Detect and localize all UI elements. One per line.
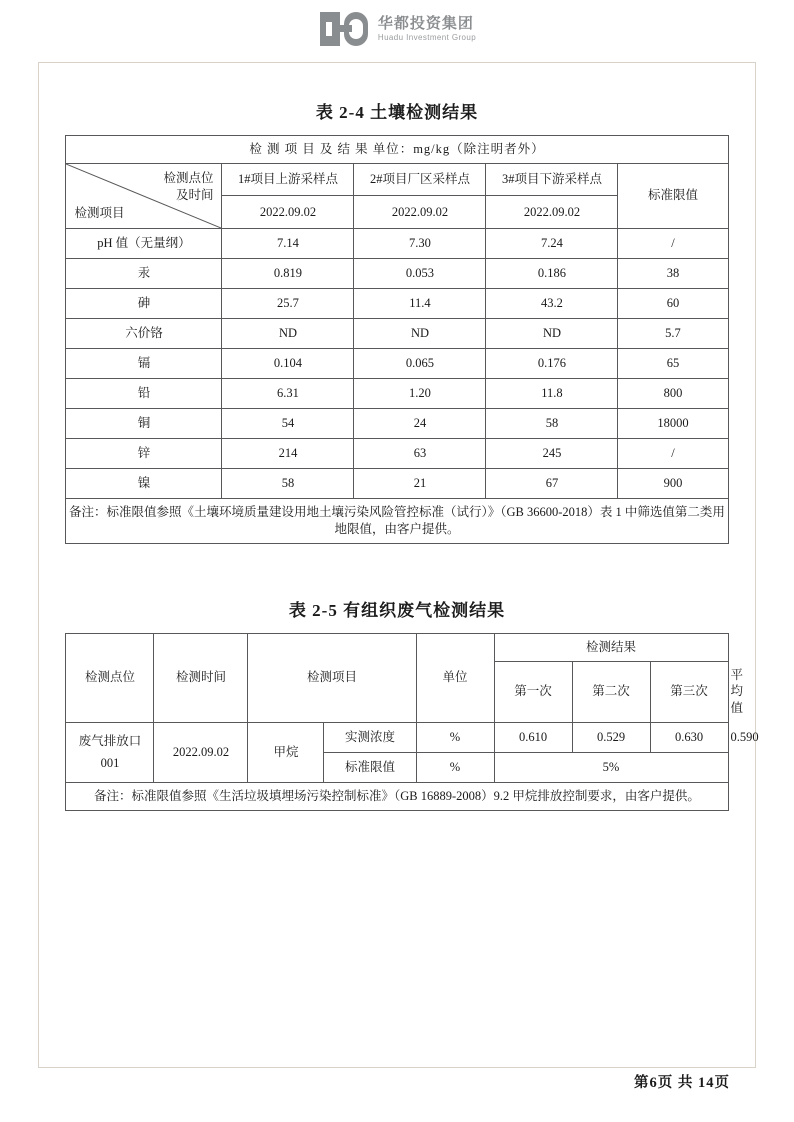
- table-gas-point: 废气排放口 001: [66, 723, 154, 783]
- table-soil-value: 58: [222, 468, 354, 498]
- table-soil-value: 43.2: [486, 288, 618, 318]
- table-soil-value: 58: [486, 408, 618, 438]
- table-soil-value: 25.7: [222, 288, 354, 318]
- table-soil-value: 1.20: [354, 378, 486, 408]
- table-gas-header-time: 检测时间: [154, 633, 248, 723]
- table-soil-limit: /: [618, 438, 728, 468]
- table-gas-header-row-1: [66, 633, 728, 661]
- table-soil-value: 54: [222, 408, 354, 438]
- table-gas-limit-merged: 5%: [494, 753, 728, 783]
- table-gas-header-second: 第二次: [572, 661, 650, 723]
- table-gas: [65, 633, 759, 811]
- table-soil-value: 63: [354, 438, 486, 468]
- table-soil-corner-bottom: 检测项目: [74, 206, 125, 220]
- table-gas-unit: %: [416, 723, 494, 753]
- table-soil-title: 表 2-4 土壤检测结果: [315, 103, 479, 122]
- table-soil-limit: 60: [618, 288, 728, 318]
- table-soil-item: pH 值（无量纲）: [66, 228, 222, 258]
- table-row: [66, 288, 728, 318]
- table-soil-item: 铅: [66, 378, 222, 408]
- table-soil-item: 砷: [66, 288, 222, 318]
- table-soil-limit: 18000: [618, 408, 728, 438]
- table-soil-limit: 800: [618, 378, 728, 408]
- table-soil-value: 7.24: [486, 228, 618, 258]
- table-soil-value: 7.14: [222, 228, 354, 258]
- table-row: 废气排放口 001 2022.09.02 甲烷 实测浓度 % 0.610 0.529 0.630 0.590: [66, 723, 728, 753]
- table-gas-row-label: 标准限值: [324, 753, 416, 783]
- table-soil-value: ND: [486, 318, 618, 348]
- table-soil-banner: 检 测 项 目 及 结 果 单位：mg/kg（除注明者外）: [66, 136, 728, 164]
- table-soil: [65, 135, 728, 544]
- table-soil-value: 0.104: [222, 348, 354, 378]
- table-soil-item: 镉: [66, 348, 222, 378]
- table-row: [66, 348, 728, 378]
- table-row: [66, 438, 728, 468]
- page-content: [62, 84, 759, 811]
- table-soil-value: ND: [354, 318, 486, 348]
- table-gas-third: 0.630: [650, 723, 728, 753]
- logo-company-name-en: Huadu Investment Group: [377, 33, 477, 43]
- table-row: [66, 468, 728, 498]
- table-soil-point-2: 2#项目厂区采样点: [354, 163, 486, 196]
- table-soil-value: 0.186: [486, 258, 618, 288]
- hd-monogram-icon: [318, 10, 370, 48]
- table-row: [66, 408, 728, 438]
- table-gas-header-point: 检测点位: [66, 633, 154, 723]
- table-gas-header-unit: 单位: [416, 633, 494, 723]
- table-soil-point-1: 1#项目上游采样点: [222, 163, 354, 196]
- table-gas-header-item: 检测项目: [248, 633, 416, 723]
- table-row: [66, 228, 728, 258]
- table-gas-note-row: [66, 783, 728, 811]
- table-soil-value: 21: [354, 468, 486, 498]
- table-row: [66, 258, 728, 288]
- table-soil-value: 11.8: [486, 378, 618, 408]
- table-soil-date-1: 2022.09.02: [222, 196, 354, 229]
- table-soil-value: 0.819: [222, 258, 354, 288]
- table-soil-value: 0.176: [486, 348, 618, 378]
- table-soil-item: 锌: [66, 438, 222, 468]
- table-soil-date-3: 2022.09.02: [486, 196, 618, 229]
- table-soil-item: 铜: [66, 408, 222, 438]
- document-logo: [0, 10, 794, 48]
- table-soil-limit-header: 标准限值: [618, 163, 728, 228]
- table-soil-value: 214: [222, 438, 354, 468]
- table-soil-point-3: 3#项目下游采样点: [486, 163, 618, 196]
- table-soil-corner-cell: [66, 163, 222, 228]
- page-number: 第6页 共 14页: [634, 1075, 730, 1091]
- table-soil-banner-row: [66, 136, 728, 164]
- table-gas-time: 2022.09.02: [154, 723, 248, 783]
- table-gas-note: 备注：标准限值参照《生活垃圾填埋场污染控制标准》（GB 16889-2008）9.2 甲烷排放控制要求，由客户提供。: [66, 783, 728, 811]
- table-gas-header-third: 第三次: [650, 661, 728, 723]
- table-soil-item: 汞: [66, 258, 222, 288]
- table-soil-value: 245: [486, 438, 618, 468]
- table-gas-header-results: 检测结果: [494, 633, 728, 661]
- table-soil-note-row: [66, 498, 728, 543]
- table-soil-value: 6.31: [222, 378, 354, 408]
- table-gas-second: 0.529: [572, 723, 650, 753]
- table-soil-note: 备注：标准限值参照《土壤环境质量建设用地土壤污染风险管控标准（试行）》（GB 36600-2018）表 1 中筛选值第二类用地限值，由客户提供。: [66, 498, 728, 543]
- table-gas-item: 甲烷: [248, 723, 324, 783]
- table-soil-value: 7.30: [354, 228, 486, 258]
- table-soil-limit: 900: [618, 468, 728, 498]
- table-row: [66, 318, 728, 348]
- table-soil-value: 24: [354, 408, 486, 438]
- table-gas-title: 表 2-5 有组织废气检测结果: [288, 600, 506, 620]
- table-soil-value: 67: [486, 468, 618, 498]
- logo-company-name-cn: 华都投资集团: [377, 15, 474, 32]
- table-row: [66, 378, 728, 408]
- table-gas-unit: %: [416, 753, 494, 783]
- table-soil-corner-top: 检测点位 及时间: [163, 170, 214, 202]
- table-soil-date-2: 2022.09.02: [354, 196, 486, 229]
- table-soil-limit: 5.7: [618, 318, 728, 348]
- table-soil-value: 0.053: [354, 258, 486, 288]
- table-gas-first: 0.610: [494, 723, 572, 753]
- table-gas-header-first: 第一次: [494, 661, 572, 723]
- table-soil-value: ND: [222, 318, 354, 348]
- table-soil-value: 0.065: [354, 348, 486, 378]
- table-gas-header-row-2: 第一次 第二次 第三次 平均值: [66, 661, 728, 723]
- table-soil-limit: 38: [618, 258, 728, 288]
- table-soil-value: 11.4: [354, 288, 486, 318]
- table-soil-item: 镍: [66, 468, 222, 498]
- table-soil-header-row-points: [66, 163, 728, 196]
- table-gas-row-label: 实测浓度: [324, 723, 416, 753]
- table-soil-limit: 65: [618, 348, 728, 378]
- table-soil-limit: /: [618, 228, 728, 258]
- table-soil-item: 六价铬: [66, 318, 222, 348]
